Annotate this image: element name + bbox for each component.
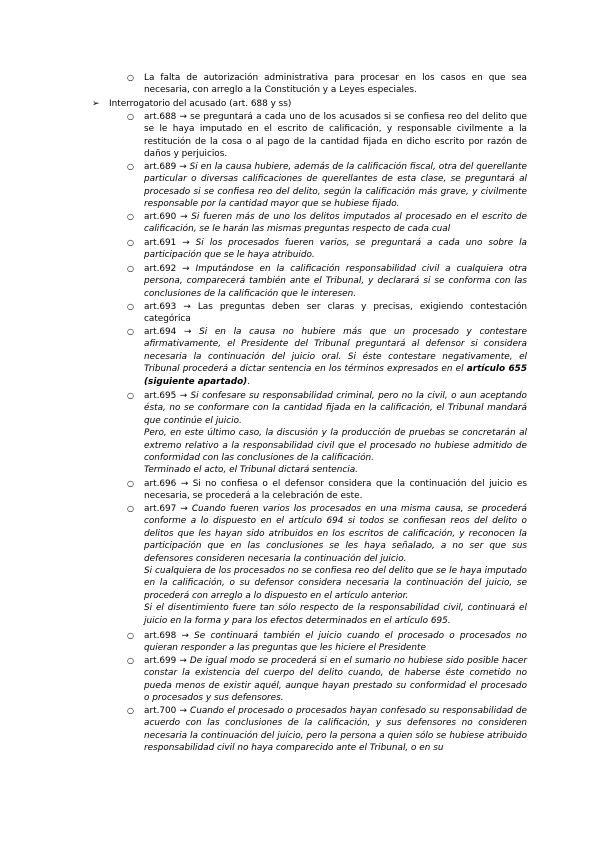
- item-text: → De igual modo se procederá si en el sumario no hubiese sido posible hacer constar la existencia del cuerpo del delito cuando, de haberse éste cometido no pueda menos de existir aquél, aunque hayan prestado su conformidad el procesado o procesados y sus defensores.: [144, 656, 527, 704]
- list-item: [144, 655, 527, 705]
- item-text: → Se continuará también el juicio cuando el procesado o procesados no quieran responder a las preguntas que les hiciere el Presidente: [144, 631, 527, 654]
- list-item: [144, 630, 527, 655]
- item-text: → Imputándose en la calificación responsabilidad civil a cualquiera otra persona, comparecerá también ante el Tribunal, y declarará si se conforma con las conclusiones de la calificación que le interesen.: [144, 264, 527, 299]
- article-link-text: artículo 655 (siguiente apartado): [144, 364, 528, 387]
- list-item: [144, 263, 527, 300]
- bullet-circle: ○: [127, 327, 134, 336]
- list-item: [144, 705, 527, 755]
- item-text: La falta de autorización administrativa para procesar en los casos en que sea necesaria, con arreglo a la Constitución y a Leyes especiales.: [144, 73, 527, 96]
- bullet-circle: ○: [127, 706, 134, 715]
- item-text: → Si los procesados fueren varios, se preguntará a cada uno sobre la participación que se le haya atribuido.: [144, 238, 527, 261]
- list-item: [144, 503, 527, 627]
- list-item: [144, 326, 527, 388]
- article-ref: art.699: [144, 656, 177, 666]
- arrow-bullet-icon: ➢: [92, 99, 100, 109]
- article-ref: art.688: [144, 112, 177, 122]
- item-paragraph-3: Si el disentimiento fuere tan sólo respecto de la responsabilidad civil, continuará el juicio en la forma y para los efectos determinados en el artículo 695.: [144, 603, 527, 626]
- bullet-circle: ○: [127, 302, 134, 311]
- item-tail: .: [247, 376, 251, 387]
- list-item: [144, 211, 527, 236]
- item-text: → se preguntará a cada uno de los acusados si se confiesa reo del delito que se le haya imputado en el escrito de calificación, y responsable civilmente a la restitución de la cosa o al pago de la cantidad fijada en dicho escrito por razón de daños y perjuicios.: [144, 112, 527, 160]
- list-item: [144, 161, 527, 211]
- item-text: → Cuando el procesado o procesados hayan confesado su responsabilidad de acuerdo con las conclusiones de la calificación, y sus defensores no consideren necesaria la continuación del juicio, pero la persona a quien sólo se hubiese atribuido responsabilidad civil no haya comparecido ante el Tribunal, o en su: [144, 706, 527, 754]
- item-paragraph-2: Si cualquiera de los procesados no se confiesa reo del delito que se le haya imputado en la calificación, o su defensor considera necesaria la continuación del juicio, se procederá con arreglo a lo dispuesto en el artículo anterior.: [144, 566, 527, 601]
- article-ref: art.693: [144, 302, 177, 312]
- article-ref: art.692: [144, 264, 177, 274]
- article-ref: art.694: [144, 327, 177, 337]
- section-heading: Interrogatorio del acusado (art. 688 y ss): [109, 99, 292, 109]
- article-ref: art.695: [144, 391, 177, 401]
- article-ref: art.691: [144, 238, 177, 248]
- item-paragraph-3: Terminado el acto, el Tribunal dictará sentencia.: [144, 465, 358, 476]
- item-paragraph-2: Pero, en este último caso, la discusión y la producción de pruebas se concretarán al extremo relativo a la responsabilidad civil que el procesado no hubiese admitido de conformidad con las conclusiones de la calificación.: [144, 428, 527, 464]
- article-ref: art.698: [144, 631, 177, 641]
- item-text: → Cuando fueren varios los procesados en una misma causa, se procederá conforme a lo dispuesto en el artículo 694 si todos se confiesan reos del delito o delitos que les hayan sido atribuidos en los escritos de calificación, y reconocen la participación que en las conclusiones se les haya señalado, a no ser que sus defensores consideren necesaria la continuación del juicio.: [144, 504, 527, 564]
- bullet-circle: ○: [127, 73, 134, 82]
- list-item: [144, 237, 527, 262]
- bullet-circle: ○: [127, 162, 134, 171]
- article-ref: art.700: [144, 706, 177, 716]
- list-item: [144, 478, 527, 503]
- bullet-circle: ○: [127, 479, 134, 488]
- article-ref: art.689: [144, 162, 177, 172]
- bullet-circle: ○: [127, 112, 134, 121]
- list-item: [144, 390, 527, 477]
- bullet-circle: ○: [127, 631, 134, 640]
- item-text: → Si en la causa no hubiere más que un procesado y contestare afirmativamente, el Presidente del Tribunal preguntará al defensor si considera necesaria la continuación del juicio oral. Si éste contestare negativamente, el Tribunal procederá a dictar sentencia en los términos expresados en el: [144, 327, 527, 375]
- item-text: → Si en la causa hubiere, además de la calificación fiscal, otra del querellante particular o diversas calificaciones de querellantes de esta clase, se preguntará al procesado si se confiesa reo del delito, según la calificación más grave, y civilmente responsable por la cantidad mayor que se hubiese fijado.: [144, 162, 527, 210]
- list-item: [144, 111, 527, 161]
- bullet-circle: ○: [127, 656, 134, 665]
- list-item: [144, 301, 527, 326]
- list-item: [144, 72, 527, 97]
- item-text: → Si no confiesa o el defensor considera que la continuación del juicio es necesaria, se procederá a la celebración de este.: [144, 479, 527, 502]
- item-text: → Las preguntas deben ser claras y precisas, exigiendo contestación categórica: [144, 302, 527, 325]
- bullet-circle: ○: [127, 264, 134, 273]
- bullet-circle: ○: [127, 504, 134, 513]
- bullet-circle: ○: [127, 212, 134, 221]
- article-ref: art.697: [144, 504, 177, 514]
- article-ref: art.696: [144, 479, 177, 489]
- item-text: → Si confesare su responsabilidad criminal, pero no la civil, o aun aceptando ésta, no se conformare con la cantidad fijada en la calificación, el Tribunal mandará que continúe el juicio.: [144, 391, 527, 426]
- item-text: → Si fueren más de uno los delitos imputados al procesado en el escrito de calificación, se le harán las mismas preguntas respecto de cada cual: [144, 212, 527, 235]
- bullet-circle: ○: [127, 391, 134, 400]
- article-ref: art.690: [144, 212, 177, 222]
- bullet-circle: ○: [127, 238, 134, 247]
